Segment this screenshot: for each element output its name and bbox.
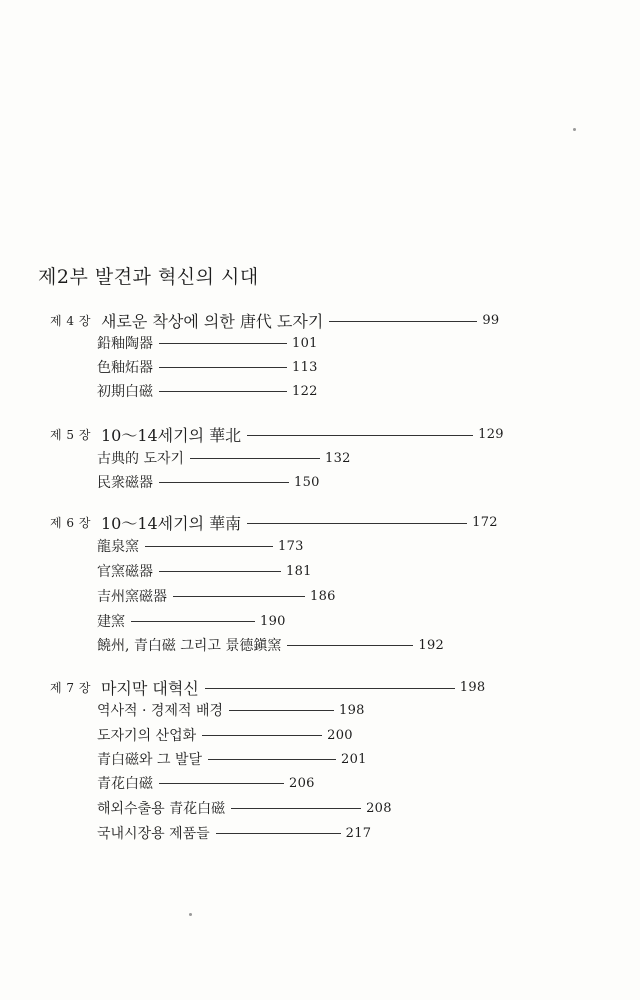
leader-line bbox=[159, 367, 287, 368]
toc-entry bbox=[97, 561, 312, 581]
page-number: 129 bbox=[478, 427, 504, 442]
toc-entry bbox=[97, 472, 320, 492]
toc-entry bbox=[97, 381, 318, 401]
toc-entry bbox=[97, 333, 318, 353]
chapter-title: 10～14세기의 華北 bbox=[100, 426, 242, 445]
toc-entry bbox=[97, 773, 315, 793]
page-number: 173 bbox=[278, 538, 304, 554]
toc-entry bbox=[97, 536, 304, 556]
toc-entry bbox=[97, 823, 371, 843]
paper-speck bbox=[573, 128, 576, 131]
entry-title: 官窯磁器 bbox=[97, 564, 153, 580]
leader-line bbox=[202, 735, 322, 736]
leader-line bbox=[216, 833, 341, 834]
leader-line bbox=[329, 321, 477, 322]
entry-title: 국내시장용 제품들 bbox=[97, 826, 210, 842]
entry-title: 色釉炻器 bbox=[97, 360, 153, 376]
entry-title: 吉州窯磁器 bbox=[97, 589, 167, 605]
entry-title: 初期白磁 bbox=[97, 384, 153, 400]
toc-chapter-6 bbox=[50, 511, 498, 534]
entry-title: 民衆磁器 bbox=[97, 475, 153, 491]
entry-title: 青白磁와 그 발달 bbox=[97, 752, 202, 768]
page-number: 217 bbox=[345, 825, 372, 841]
toc-chapter-4 bbox=[50, 309, 499, 332]
toc-chapter-7 bbox=[50, 676, 486, 699]
leader-line bbox=[159, 783, 284, 784]
toc-entry bbox=[97, 611, 286, 631]
entry-title: 龍泉窯 bbox=[97, 539, 139, 555]
chapter-title: 마지막 대혁신 bbox=[100, 679, 199, 698]
entry-title: 도자기의 산업화 bbox=[97, 728, 197, 744]
entry-title: 饒州, 青白磁 그리고 景德鎭窯 bbox=[97, 638, 282, 654]
page-number: 198 bbox=[459, 680, 486, 695]
chapter-title: 새로운 착상에 의한 唐代 도자기 bbox=[100, 312, 324, 331]
toc-entry bbox=[97, 357, 318, 377]
chapter-number: 제 4 장 bbox=[50, 314, 91, 328]
leader-line bbox=[208, 759, 336, 760]
page-number: 190 bbox=[260, 613, 286, 629]
page-number: 206 bbox=[289, 775, 315, 791]
entry-title: 古典的 도자기 bbox=[97, 451, 185, 467]
page-number: 172 bbox=[472, 515, 498, 530]
entry-title: 青花白磁 bbox=[97, 776, 153, 792]
page-number: 200 bbox=[327, 727, 353, 743]
page-number: 208 bbox=[366, 800, 392, 816]
leader-line bbox=[205, 688, 455, 689]
leader-line bbox=[131, 621, 255, 622]
page-number: 101 bbox=[292, 335, 318, 351]
entry-title: 鉛釉陶器 bbox=[97, 336, 153, 352]
chapter-title: 10～14세기의 華南 bbox=[100, 514, 242, 533]
page-number: 150 bbox=[294, 474, 320, 490]
toc-entry bbox=[97, 700, 365, 720]
chapter-number: 제 6 장 bbox=[50, 516, 91, 530]
page-number: 186 bbox=[310, 588, 336, 604]
leader-line bbox=[247, 523, 467, 524]
leader-line bbox=[229, 710, 334, 711]
toc-chapter-5 bbox=[50, 423, 504, 446]
toc-entry bbox=[97, 749, 367, 769]
page-number: 132 bbox=[325, 450, 351, 466]
page-number: 181 bbox=[286, 563, 312, 579]
leader-line bbox=[159, 343, 287, 344]
leader-line bbox=[159, 482, 289, 483]
leader-line bbox=[247, 435, 473, 436]
leader-line bbox=[231, 808, 361, 809]
page-number: 113 bbox=[292, 359, 318, 375]
page-number: 201 bbox=[341, 751, 367, 767]
paper-speck bbox=[189, 913, 192, 916]
toc-entry bbox=[97, 635, 444, 655]
page-number: 99 bbox=[482, 313, 500, 328]
page-number: 198 bbox=[339, 702, 365, 718]
toc-entry bbox=[97, 586, 336, 606]
part-title: 제2부 발견과 혁신의 시대 bbox=[38, 266, 259, 288]
entry-title: 역사적 · 경제적 배경 bbox=[97, 703, 223, 719]
chapter-number: 제 5 장 bbox=[50, 428, 91, 442]
leader-line bbox=[159, 391, 287, 392]
leader-line bbox=[159, 571, 281, 572]
toc-entry bbox=[97, 798, 392, 818]
entry-title: 해외수출용 青花白磁 bbox=[97, 801, 226, 817]
leader-line bbox=[287, 645, 413, 646]
entry-title: 建窯 bbox=[97, 614, 125, 630]
toc-entry bbox=[97, 448, 351, 468]
toc-entry bbox=[97, 725, 353, 745]
chapter-number: 제 7 장 bbox=[50, 681, 91, 695]
page-number: 192 bbox=[418, 637, 445, 653]
leader-line bbox=[190, 458, 320, 459]
leader-line bbox=[145, 546, 273, 547]
leader-line bbox=[173, 596, 305, 597]
page-number: 122 bbox=[292, 383, 318, 399]
